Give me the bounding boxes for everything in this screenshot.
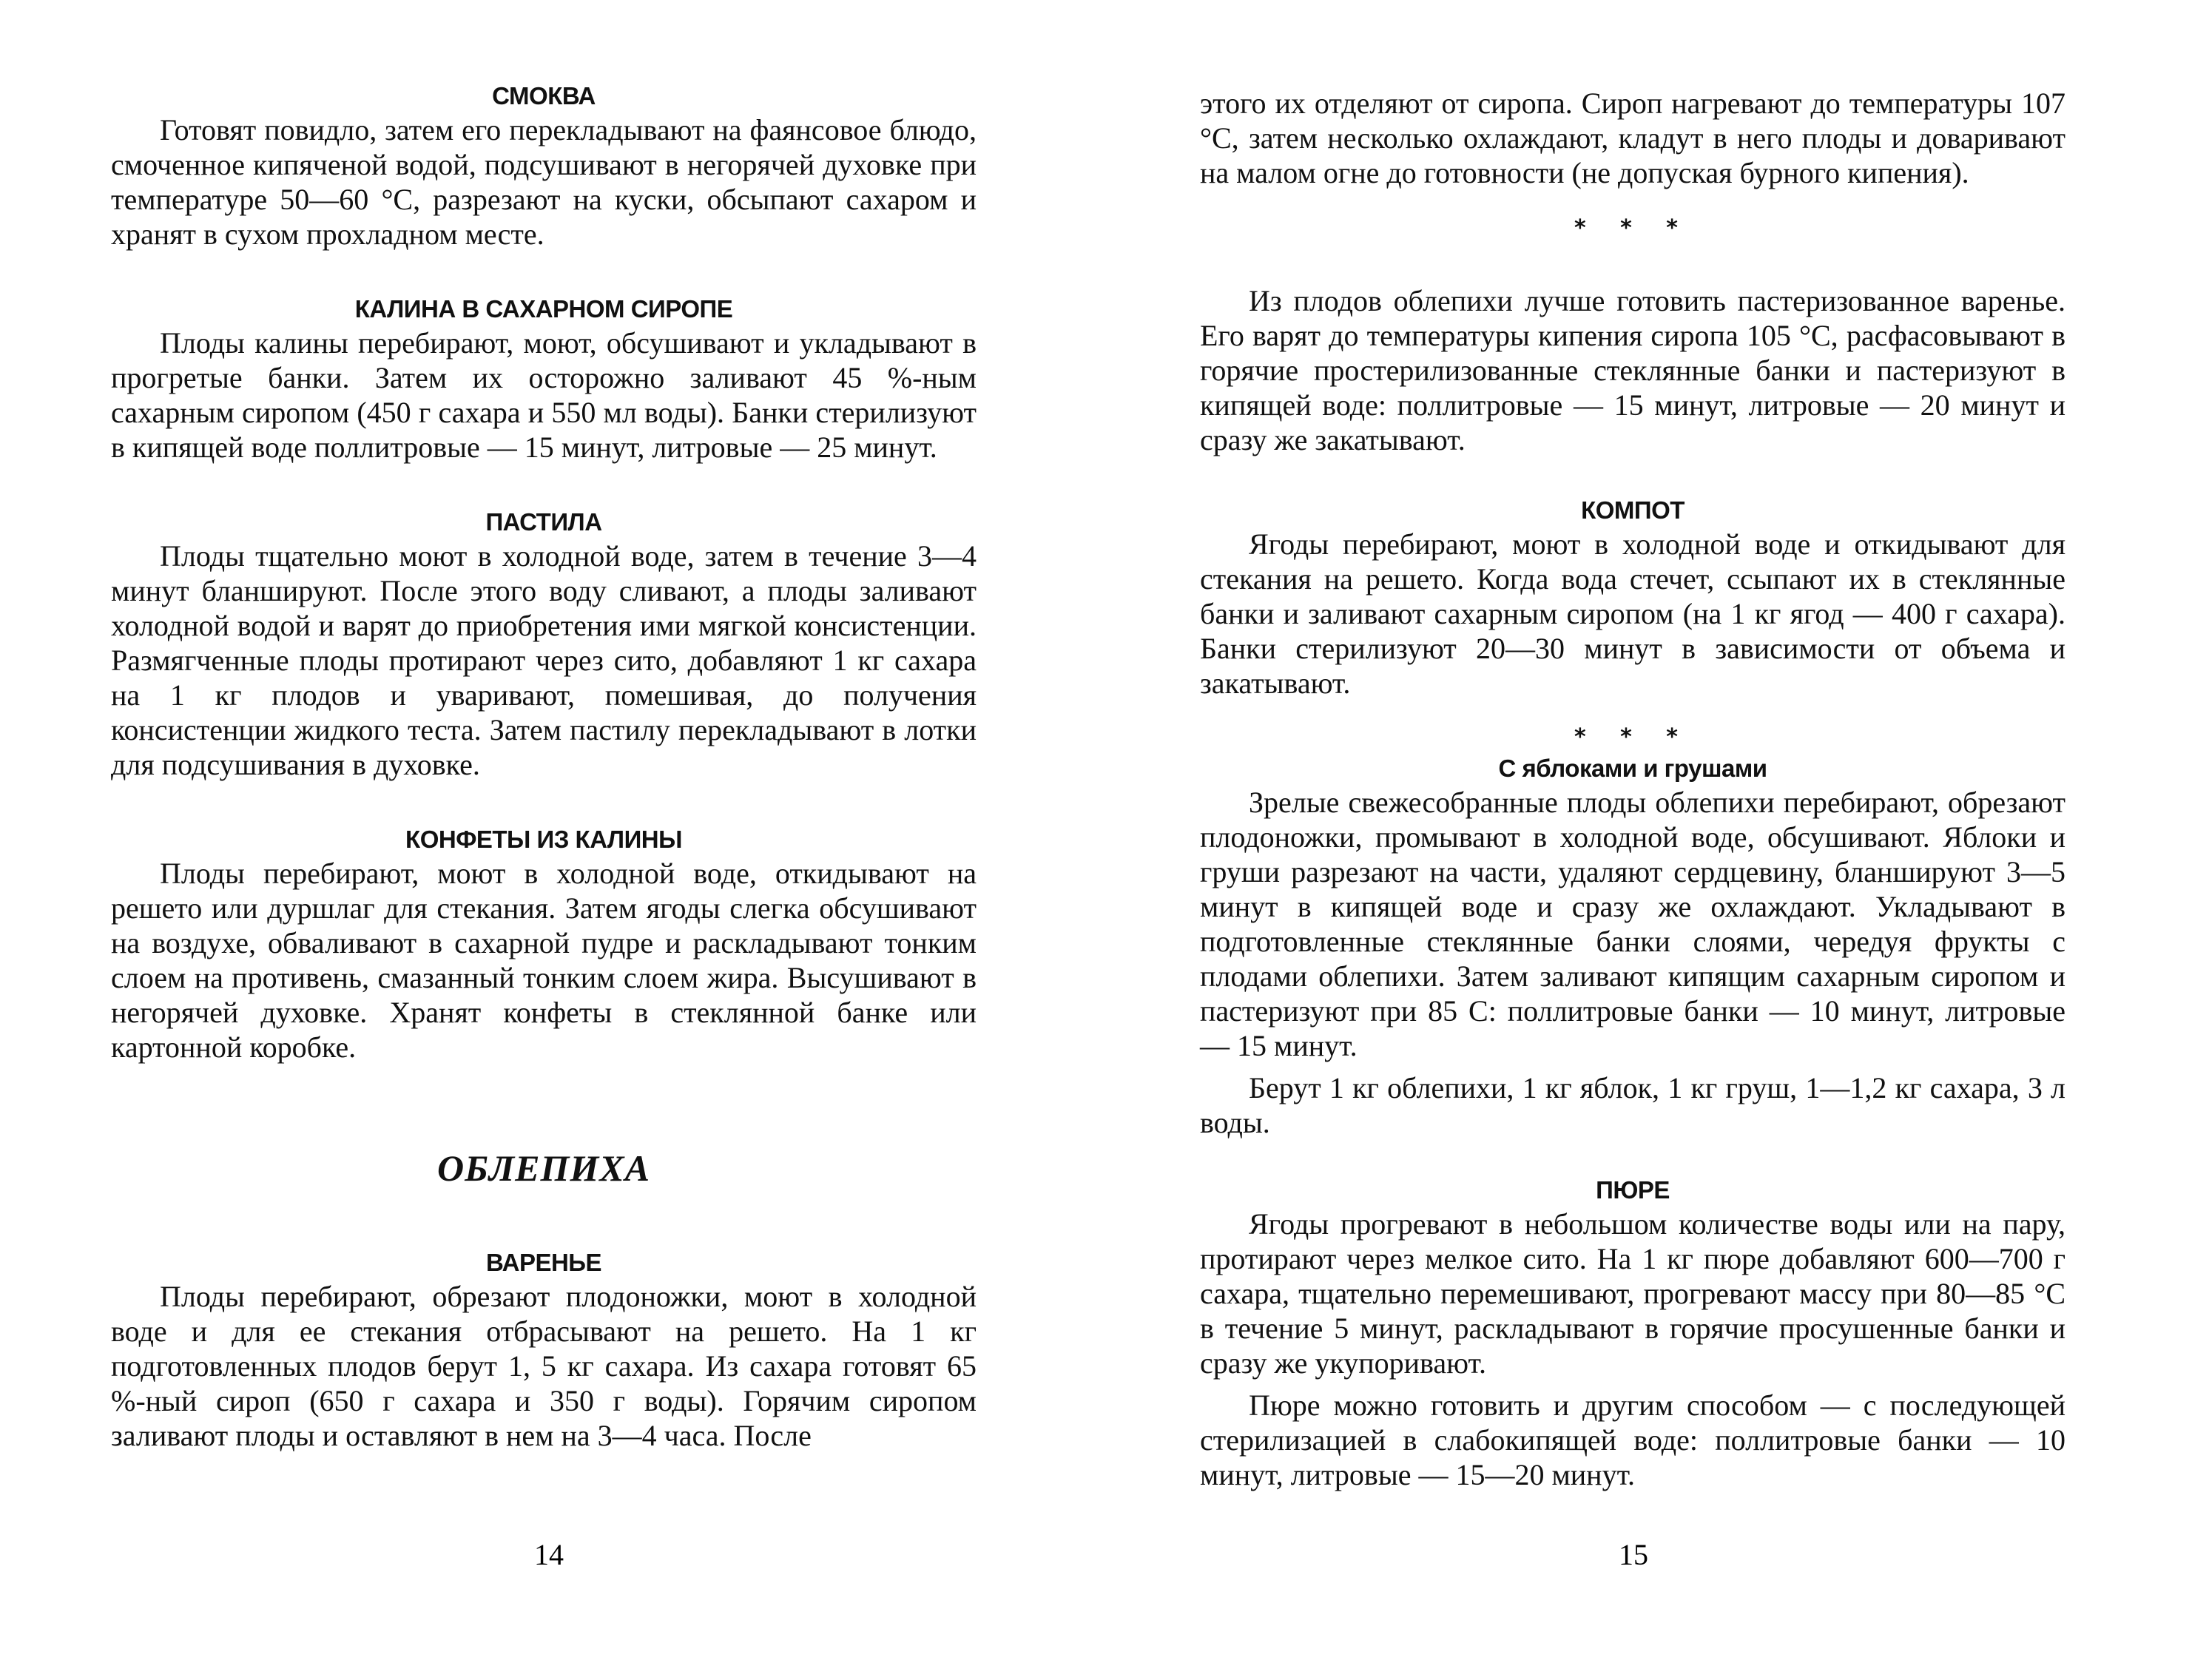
heading-konfety: КОНФЕТЫ ИЗ КАЛИНЫ: [405, 826, 682, 853]
paragraph-varenye-continued: этого их отделяют от сиропа. Сироп нагревают до температуры 107 °С, затем несколько охлаждают, кладут в него плоды и доваривают на малом огне до готовности (не допуская бурного кипения).: [1200, 87, 2065, 189]
heading-smokva: СМОКВА: [492, 82, 596, 109]
paragraph-varenye: Плоды перебирают, обрезают плодоножки, моют в холодной воде и для ее стекания отбрасывают на решето. На 1 кг подготовленных плодов берут 1, 5 кг сахара. Из сахара готовят 65 %-ный сироп (650 г сахара и 350 г воды). Горячим сиропом заливают плоды и оставляют в нем на 3—4 часа. После: [111, 1280, 977, 1452]
heading-varenye: ВАРЕНЬЕ: [485, 1249, 602, 1276]
separator-stars: * * *: [1574, 215, 1691, 241]
paragraph-ingredients: Берут 1 кг облепихи, 1 кг яблок, 1 кг груш, 1—1,2 кг сахара, 3 л воды.: [1200, 1071, 2065, 1139]
paragraph-pure-alt: Пюре можно готовить и другим способом — с последующей стерилизацией в слабокипящей воде: поллитровые банки — 10 минут, литровые — 15—20 минут.: [1200, 1389, 2065, 1491]
paragraph-apples-pears: Зрелые свежесобранные плоды облепихи перебирают, обрезают плодоножки, промывают в холодной воде, обсушивают. Яблоки и груши разрезают на части, удаляют сердцевину, бланшируют 3—5 минут в кипящей воде и сразу же охлаждают. Укладывают в подготовленные стеклянные банки слоями, чередуя фрукты с плодами облепихи. Затем заливают кипящим сахарным сиропом и пастеризуют при 85 С: поллитровые банки — 10 минут, литровые — 15 минут.: [1200, 786, 2065, 1062]
right-page: [1200, 80, 2065, 1492]
heading-kalina-syrup: КАЛИНА В САХАРНОМ СИРОПЕ: [354, 295, 733, 323]
page-number-right: 15: [1619, 1538, 1648, 1571]
heading-apples-pears: С яблоками и грушами: [1498, 755, 1767, 782]
paragraph-kalina-syrup: Плоды калины перебирают, моют, обсушивают и укладывают в прогретые банки. Затем их осторожно заливают 45 %-ным сахарным сиропом (450 г сахара и 550 мл воды). Банки стерилизуют в кипящей воде поллитровые — 15 минут, литровые — 25 минут.: [111, 326, 977, 464]
heading-kompot: КОМПОТ: [1581, 496, 1685, 524]
left-page: [111, 80, 977, 1453]
page-number-left: 14: [534, 1538, 564, 1571]
section-title-oblepikha: ОБЛЕПИХА: [436, 1147, 650, 1189]
paragraph-smokva: Готовят повидло, затем его перекладывают на фаянсовое блюдо, смоченное кипяченой водой, подсушивают в негорячей духовке при температуре 50—60 °С, разрезают на куски, обсыпают сахаром и хранят в сухом прохладном месте.: [111, 113, 977, 251]
separator-stars: * * *: [1574, 724, 1691, 750]
paragraph-konfety: Плоды перебирают, моют в холодной воде, откидывают на решето или дуршлаг для стекания. Затем ягоды слегка обсушивают на воздухе, обваливают в сахарной пудре и раскладывают тонким слоем на противень, смазанный тонким слоем жира. Высушивают в негорячей духовке. Хранят конфеты в стеклянной банке или картонной коробке.: [111, 857, 977, 1064]
paragraph-pure: Ягоды прогревают в небольшом количестве воды или на пару, протирают через мелкое сито. На 1 кг пюре добавляют 600—700 г сахара, тщательно перемешивают, прогревают массу при 80—85 °С в течение 5 минут, раскладывают в горячие просушенные банки и сразу же укупоривают.: [1200, 1207, 2065, 1380]
paragraph-pastila: Плоды тщательно моют в холодной воде, затем в течение 3—4 минут бланшируют. После этого воду сливают, а плоды заливают холодной водой и варят до приобретения ими мягкой консистенции. Размягченные плоды протирают через сито, добавляют 1 кг сахара на 1 кг плодов и уваривают, помешивая, до получения консистенции жидкого теста. Затем пастилу перекладывают в лотки для подсушивания в духовке.: [111, 539, 977, 781]
heading-pastila: ПАСТИЛА: [485, 508, 602, 536]
paragraph-kompot: Ягоды перебирают, моют в холодной воде и откидывают для стекания на решето. Когда вода стечет, ссыпают их в стеклянные банки и заливают сахарным сиропом (на 1 кг ягод — 400 г сахара). Банки стерилизуют 20—30 минут в зависимости от объема и закатывают.: [1200, 527, 2065, 700]
paragraph-pasteurized-jam: Из плодов облепихи лучше готовить пастеризованное варенье. Его варят до температуры кипения сиропа 105 °С, расфасовывают в горячие простерилизованные стеклянные банки и пастеризуют в кипящей воде: поллитровые — 15 минут, литровые — 20 минут и сразу же закатывают.: [1200, 284, 2065, 456]
heading-pure: ПЮРЕ: [1596, 1176, 1670, 1204]
